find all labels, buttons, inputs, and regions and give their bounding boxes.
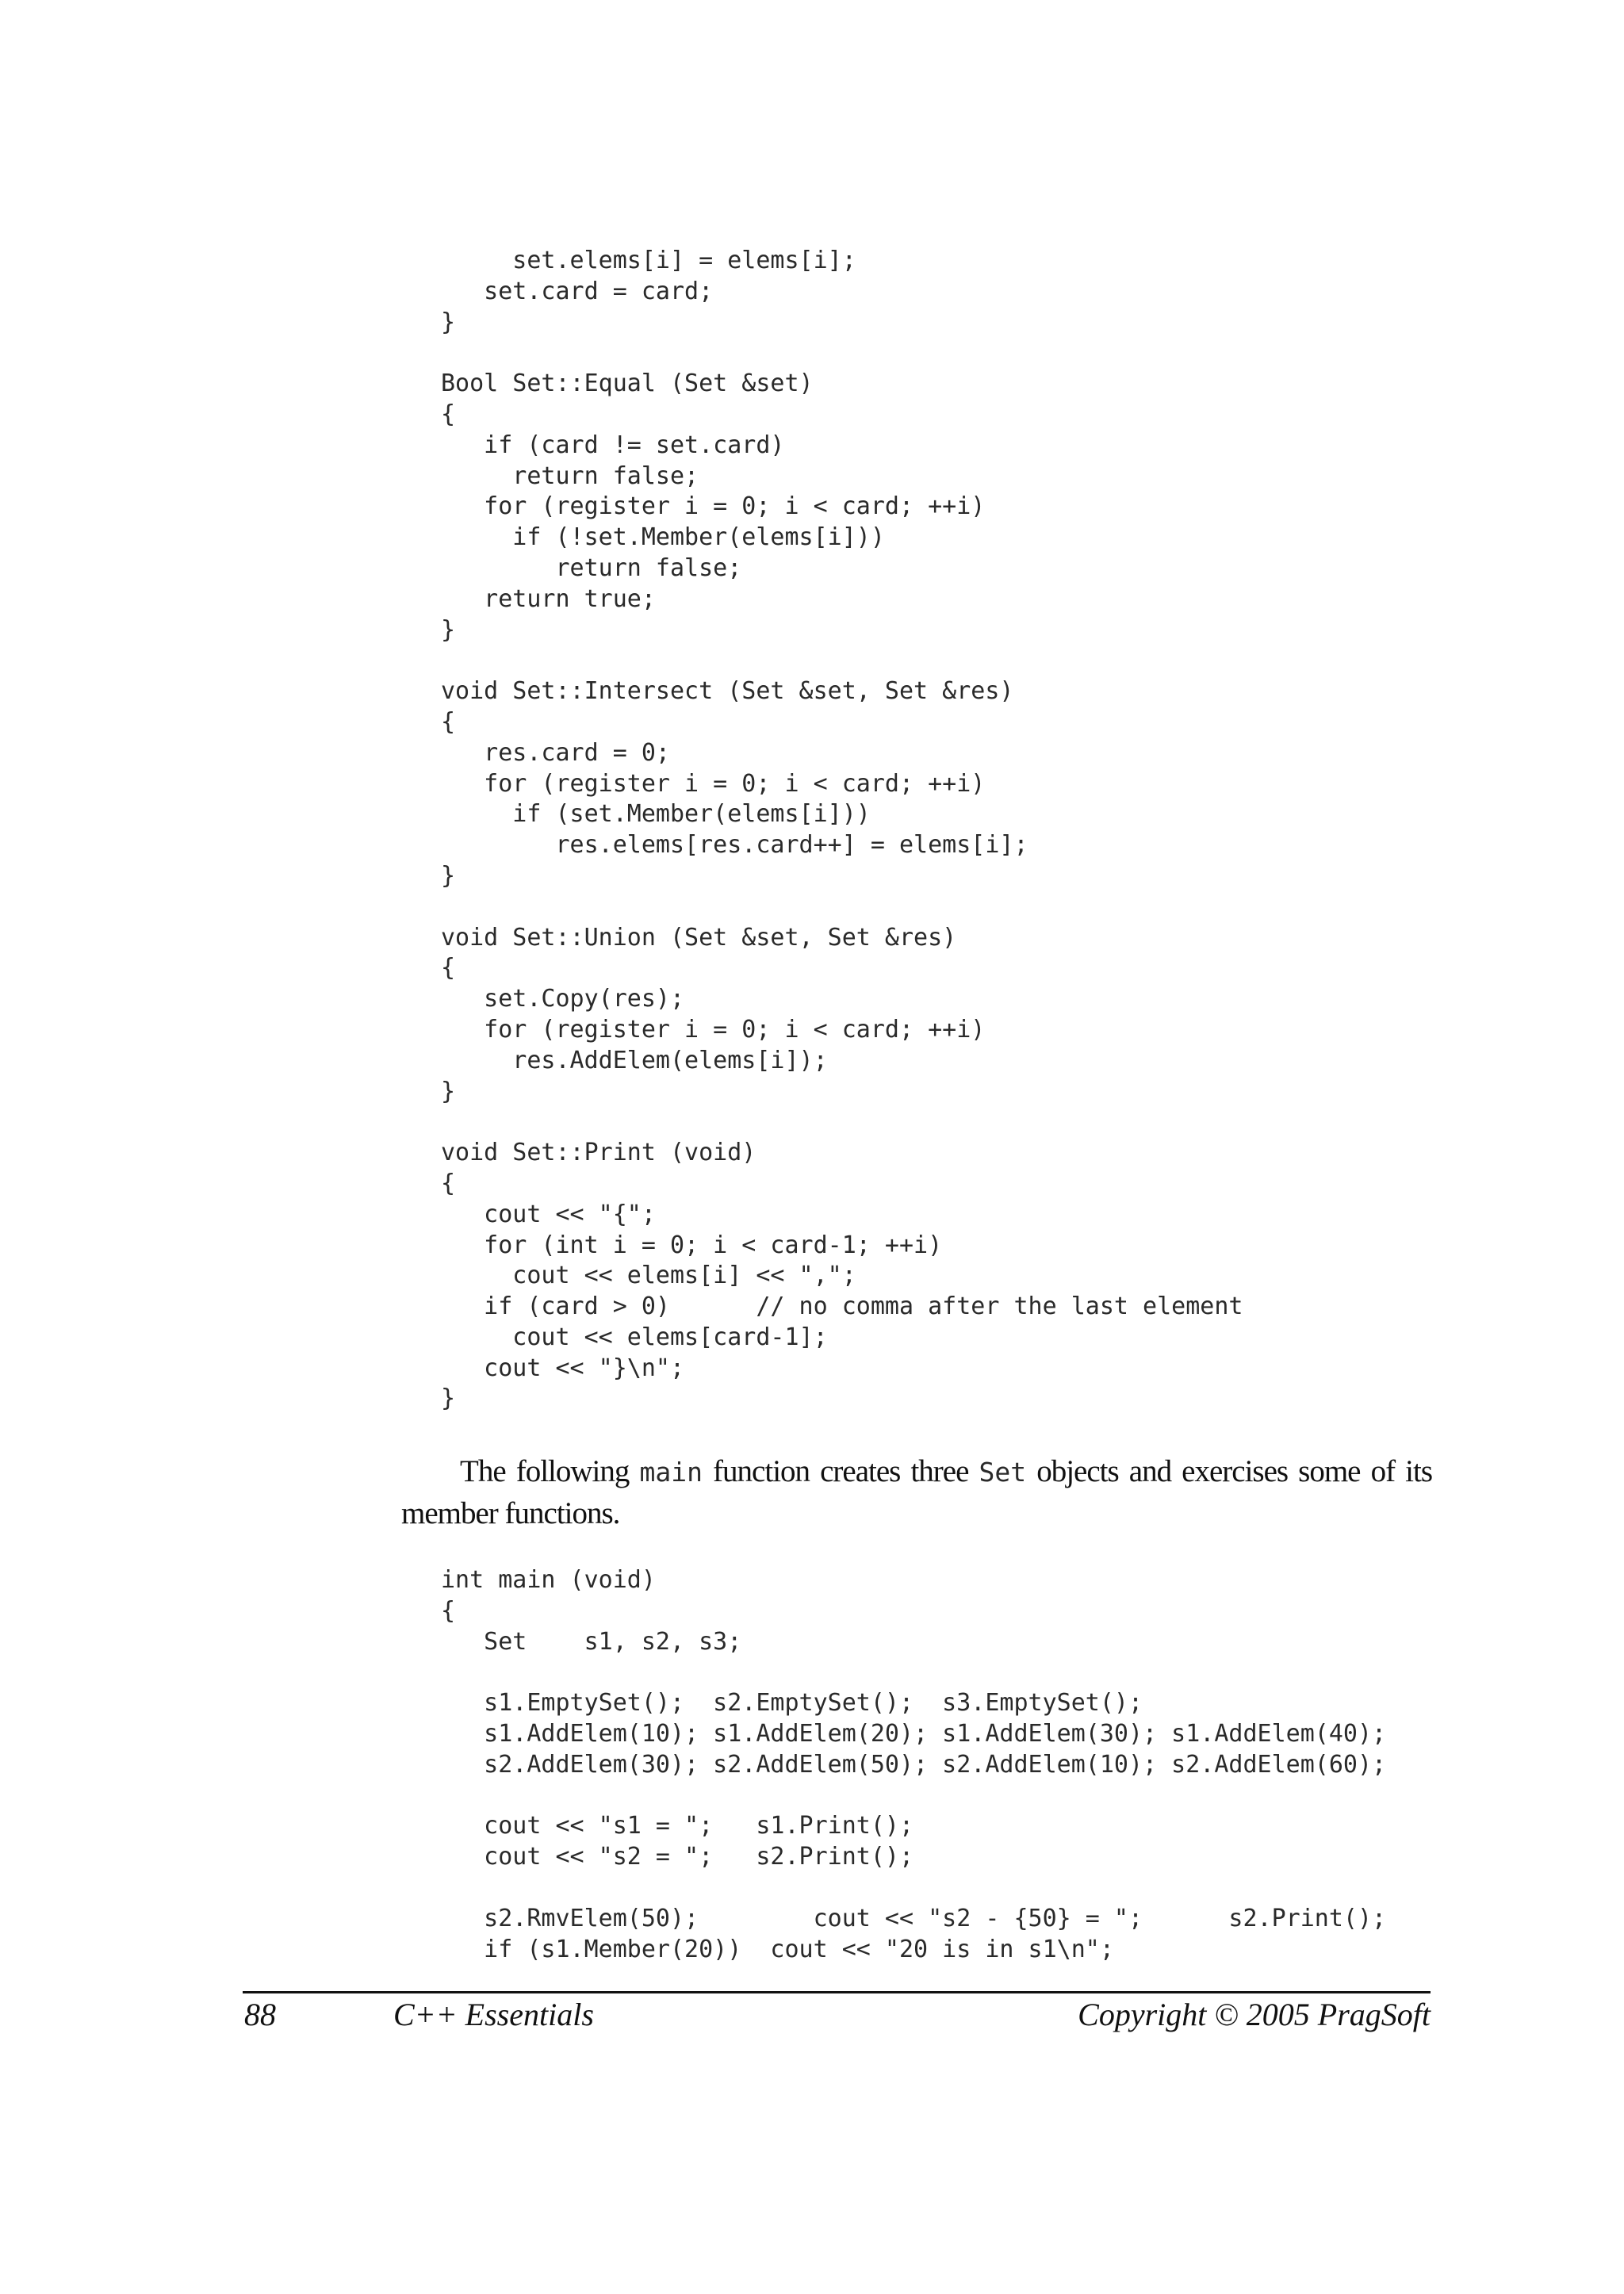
- code-line: Bool Set::Equal (Set &set): [441, 370, 814, 398]
- footer-divider: [243, 1991, 1431, 1993]
- inline-code-set: Set: [979, 1457, 1027, 1488]
- code-line: for (int i = 0; i < card-1; ++i): [441, 1231, 943, 1259]
- code-line: [441, 1107, 1243, 1138]
- code-line: cout << elems[card-1];: [441, 1323, 828, 1351]
- code-line: set.elems[i] = elems[i];: [441, 247, 856, 274]
- body-paragraph: [401, 1451, 1432, 1534]
- code-line: if (set.Member(elems[i])): [441, 800, 871, 829]
- code-line: void Set::Union (Set &set, Set &res): [441, 923, 957, 952]
- page-number: 88: [244, 1997, 276, 2032]
- code-line: [441, 1873, 1386, 1904]
- code-line: int main (void): [441, 1566, 656, 1594]
- paragraph-text: [401, 1451, 1432, 1534]
- code-line: if (!set.Member(elems[i])): [441, 523, 885, 552]
- code-line: cout << "s1 = "; s1.Print();: [441, 1812, 914, 1840]
- code-line: cout << elems[i] << ",";: [441, 1262, 856, 1290]
- code-line: s2.AddElem(30); s2.AddElem(50); s2.AddElem(10); s2.AddElem(60);: [441, 1750, 1387, 1779]
- paragraph-text-part: function creates three: [702, 1454, 979, 1488]
- code-line: }: [441, 615, 456, 644]
- code-line: {: [441, 400, 456, 428]
- code-line: {: [441, 707, 456, 736]
- inline-code-main: main: [639, 1457, 703, 1488]
- code-line: [441, 892, 1243, 923]
- code-line: res.AddElem(elems[i]);: [441, 1046, 828, 1074]
- code-line: cout << "s2 = "; s2.Print();: [441, 1843, 914, 1871]
- code-line: [441, 1657, 1386, 1688]
- code-line: Set s1, s2, s3;: [441, 1627, 742, 1656]
- code-line: [441, 1781, 1386, 1812]
- code-line: s2.RmvElem(50); cout << "s2 - {50} = "; s2.Print();: [441, 1904, 1387, 1932]
- code-line: cout << "}\n";: [441, 1354, 685, 1382]
- code-line: {: [441, 954, 456, 982]
- code-line: res.elems[res.card++] = elems[i];: [441, 831, 1028, 860]
- code-line: set.card = card;: [441, 277, 714, 305]
- code-line: return false;: [441, 461, 699, 490]
- code-line: {: [441, 1169, 456, 1197]
- code-line: cout << "{";: [441, 1200, 656, 1228]
- code-line: s1.EmptySet(); s2.EmptySet(); s3.EmptySet();: [441, 1689, 1143, 1718]
- code-line: void Set::Intersect (Set &set, Set &res): [441, 677, 1014, 706]
- code-line: }: [441, 861, 456, 890]
- code-line: }: [441, 1077, 456, 1105]
- code-line: for (register i = 0; i < card; ++i): [441, 1015, 986, 1044]
- code-listing-set-methods: [441, 246, 1243, 1415]
- code-line: set.Copy(res);: [441, 985, 685, 1013]
- code-line: if (s1.Member(20)) cout << "20 is in s1\n";: [441, 1935, 1114, 1963]
- code-line: return true;: [441, 584, 656, 613]
- code-line: if (card > 0) // no comma after the last element: [441, 1293, 1243, 1321]
- code-line: [441, 645, 1243, 676]
- book-title: C++ Essentials: [393, 1997, 594, 2032]
- code-line: res.card = 0;: [441, 738, 670, 767]
- paragraph-text-part: objects and exercises some of its member functions.: [401, 1454, 1433, 1530]
- code-line: [441, 338, 1243, 369]
- code-listing-main: [441, 1565, 1386, 1965]
- code-line: {: [441, 1596, 456, 1625]
- code-line: }: [441, 1384, 456, 1413]
- code-line: void Set::Print (void): [441, 1139, 756, 1167]
- code-line: for (register i = 0; i < card; ++i): [441, 769, 986, 798]
- copyright-notice: Copyright © 2005 PragSoft: [1078, 1997, 1431, 2032]
- code-line: return false;: [441, 553, 742, 582]
- paragraph-text-part: The following: [460, 1454, 640, 1488]
- code-line: for (register i = 0; i < card; ++i): [441, 492, 986, 521]
- code-line: if (card != set.card): [441, 431, 785, 459]
- code-line: s1.AddElem(10); s1.AddElem(20); s1.AddElem(30); s1.AddElem(40);: [441, 1719, 1387, 1748]
- code-line: }: [441, 308, 456, 336]
